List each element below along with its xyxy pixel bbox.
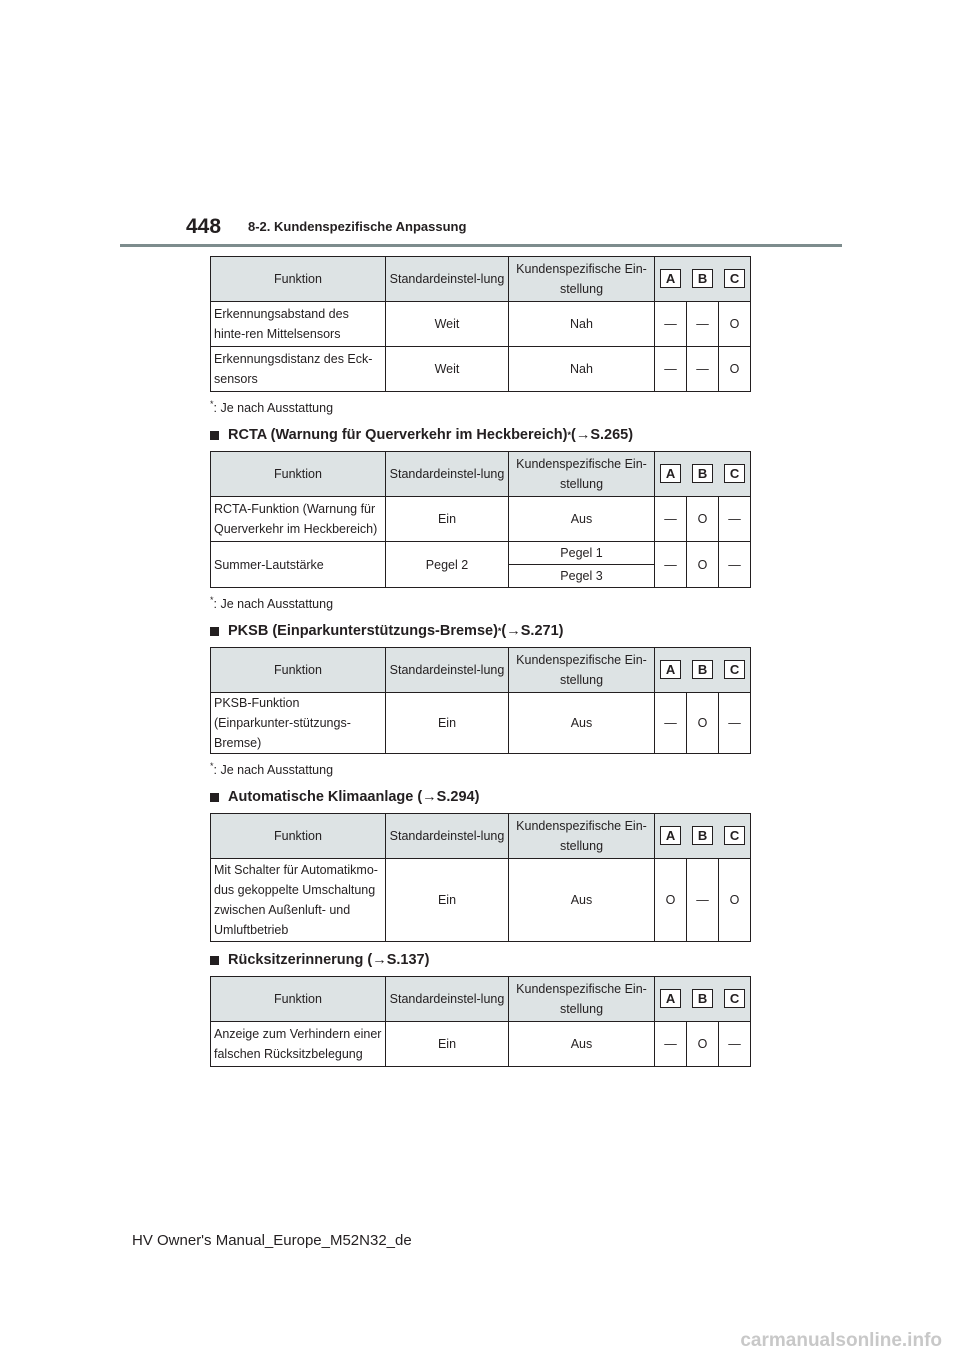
cell-c: —	[719, 1022, 751, 1067]
cell-standard: Ein	[386, 1022, 509, 1067]
cell-funktion: Erkennungsabstand des hinte-ren Mittelsensors	[211, 302, 386, 347]
section-marker: *	[497, 626, 502, 636]
header-abc	[655, 814, 751, 859]
abc-a-icon: A	[660, 989, 681, 1008]
rcta-table	[210, 451, 751, 588]
header-standard: Standardeinstel-lung	[386, 257, 509, 302]
header-funktion: Funktion	[211, 452, 386, 497]
abc-b-icon: B	[692, 660, 713, 679]
table-row	[211, 859, 751, 942]
footnote-text: : Je nach Ausstattung	[213, 763, 334, 778]
main-content	[210, 256, 750, 1067]
cell-a: —	[655, 693, 687, 754]
cell-a: —	[655, 497, 687, 542]
header-standard: Standardeinstel-lung	[386, 452, 509, 497]
cell-b: —	[687, 859, 719, 942]
header-standard: Standardeinstel-lung	[386, 814, 509, 859]
cell-custom-option-2: Pegel 3	[509, 565, 655, 588]
cell-funktion: Anzeige zum Verhindern einer falschen Rücksitzbelegung	[211, 1022, 386, 1067]
header-divider	[120, 244, 842, 247]
abc-b-icon: B	[692, 269, 713, 288]
abc-b-icon: B	[692, 826, 713, 845]
watermark: carmanualsonline.info	[740, 1330, 942, 1351]
footnote-marker: *	[210, 399, 214, 409]
klima-table	[210, 813, 751, 942]
cell-standard: Pegel 2	[386, 542, 509, 588]
cell-custom: Aus	[509, 859, 655, 942]
footnote	[210, 595, 750, 615]
abc-a-icon: A	[660, 660, 681, 679]
cell-c: O	[719, 302, 751, 347]
table-row	[211, 1022, 751, 1067]
cell-a: —	[655, 1022, 687, 1067]
footnote	[210, 761, 750, 781]
cell-funktion: Erkennungsdistanz des Eck-sensors	[211, 347, 386, 392]
table-header-row	[211, 452, 751, 497]
table-header-row	[211, 648, 751, 693]
cell-funktion: RCTA-Funktion (Warnung für Querverkehr im Heckbereich)	[211, 497, 386, 542]
table-header-row	[211, 814, 751, 859]
header-custom: Kundenspezifische Ein-stellung	[509, 452, 655, 497]
cell-funktion: Summer-Lautstärke	[211, 542, 386, 588]
header-custom: Kundenspezifische Ein-stellung	[509, 648, 655, 693]
cell-custom: Nah	[509, 302, 655, 347]
section-title-rcta: RCTA (Warnung für Querverkehr im Heckbereich)	[228, 427, 568, 443]
page-header	[0, 0, 960, 250]
section-heading-klima	[210, 789, 750, 805]
header-custom: Kundenspezifische Ein-stellung	[509, 977, 655, 1022]
parking-sensor-table	[210, 256, 751, 392]
footer-manual-id: HV Owner's Manual_Europe_M52N32_de	[132, 1232, 412, 1249]
abc-c-icon: C	[724, 660, 745, 679]
cell-custom: Aus	[509, 497, 655, 542]
footnote-text: : Je nach Ausstattung	[213, 401, 334, 416]
table-row	[211, 693, 751, 754]
cell-b: O	[687, 542, 719, 588]
section-heading-ruecksitz	[210, 952, 750, 968]
section-ref[interactable]: (→S.265)	[571, 427, 634, 443]
cell-standard: Ein	[386, 693, 509, 754]
footnote-text: : Je nach Ausstattung	[213, 597, 334, 612]
cell-c: —	[719, 497, 751, 542]
cell-b: —	[687, 302, 719, 347]
ruecksitz-table	[210, 976, 751, 1067]
table-row	[211, 542, 751, 565]
cell-standard: Ein	[386, 859, 509, 942]
section-title-pksb: PKSB (Einparkunterstützungs-Bremse)	[228, 623, 498, 639]
bullet-square-icon	[210, 431, 219, 440]
header-standard: Standardeinstel-lung	[386, 977, 509, 1022]
bullet-square-icon	[210, 956, 219, 965]
header-abc	[655, 977, 751, 1022]
abc-b-icon: B	[692, 989, 713, 1008]
cell-a: O	[655, 859, 687, 942]
bullet-square-icon	[210, 793, 219, 802]
cell-custom: Aus	[509, 693, 655, 754]
header-funktion: Funktion	[211, 257, 386, 302]
cell-standard: Weit	[386, 347, 509, 392]
cell-b: O	[687, 1022, 719, 1067]
header-funktion: Funktion	[211, 977, 386, 1022]
header-funktion: Funktion	[211, 648, 386, 693]
bullet-square-icon	[210, 627, 219, 636]
abc-c-icon: C	[724, 826, 745, 845]
pksb-table	[210, 647, 751, 754]
cell-custom: Nah	[509, 347, 655, 392]
abc-c-icon: C	[724, 269, 745, 288]
cell-a: —	[655, 542, 687, 588]
header-custom: Kundenspezifische Ein-stellung	[509, 814, 655, 859]
cell-c: —	[719, 693, 751, 754]
section-title-klima: Automatische Klimaanlage (→S.294)	[228, 789, 480, 805]
table-header-row	[211, 977, 751, 1022]
section-heading-rcta	[210, 427, 750, 443]
page-number: 448	[186, 215, 222, 238]
header-standard: Standardeinstel-lung	[386, 648, 509, 693]
section-marker: *	[567, 430, 571, 440]
footnote	[210, 399, 750, 419]
header-abc	[655, 257, 751, 302]
section-title-ruecksitz: Rücksitzerinnerung (→S.137)	[228, 952, 430, 968]
section-heading-pksb	[210, 623, 750, 639]
cell-c: O	[719, 859, 751, 942]
cell-standard: Weit	[386, 302, 509, 347]
cell-a: —	[655, 302, 687, 347]
footnote-marker: *	[210, 761, 214, 771]
abc-c-icon: C	[724, 989, 745, 1008]
cell-funktion: Mit Schalter für Automatikmo-dus gekoppelte Umschaltung zwischen Außenluft- und Umluftbetrieb	[211, 859, 386, 942]
header-abc	[655, 452, 751, 497]
section-ref[interactable]: (→S.271)	[501, 623, 564, 639]
table-row	[211, 497, 751, 542]
section-title: 8-2. Kundenspezifische Anpassung	[248, 219, 467, 234]
cell-b: O	[687, 693, 719, 754]
abc-a-icon: A	[660, 464, 681, 483]
cell-b: —	[687, 347, 719, 392]
footnote-marker: *	[210, 595, 214, 605]
cell-c: O	[719, 347, 751, 392]
cell-custom: Aus	[509, 1022, 655, 1067]
cell-funktion: PKSB-Funktion (Einparkunter-stützungs-Bremse)	[211, 693, 386, 754]
header-funktion: Funktion	[211, 814, 386, 859]
abc-a-icon: A	[660, 826, 681, 845]
cell-b: O	[687, 497, 719, 542]
abc-b-icon: B	[692, 464, 713, 483]
header-abc	[655, 648, 751, 693]
header-custom: Kundenspezifische Ein-stellung	[509, 257, 655, 302]
cell-standard: Ein	[386, 497, 509, 542]
table-row	[211, 302, 751, 347]
cell-a: —	[655, 347, 687, 392]
abc-a-icon: A	[660, 269, 681, 288]
cell-c: —	[719, 542, 751, 588]
table-row	[211, 347, 751, 392]
cell-custom-option-1: Pegel 1	[509, 542, 655, 565]
table-header-row	[211, 257, 751, 302]
abc-c-icon: C	[724, 464, 745, 483]
